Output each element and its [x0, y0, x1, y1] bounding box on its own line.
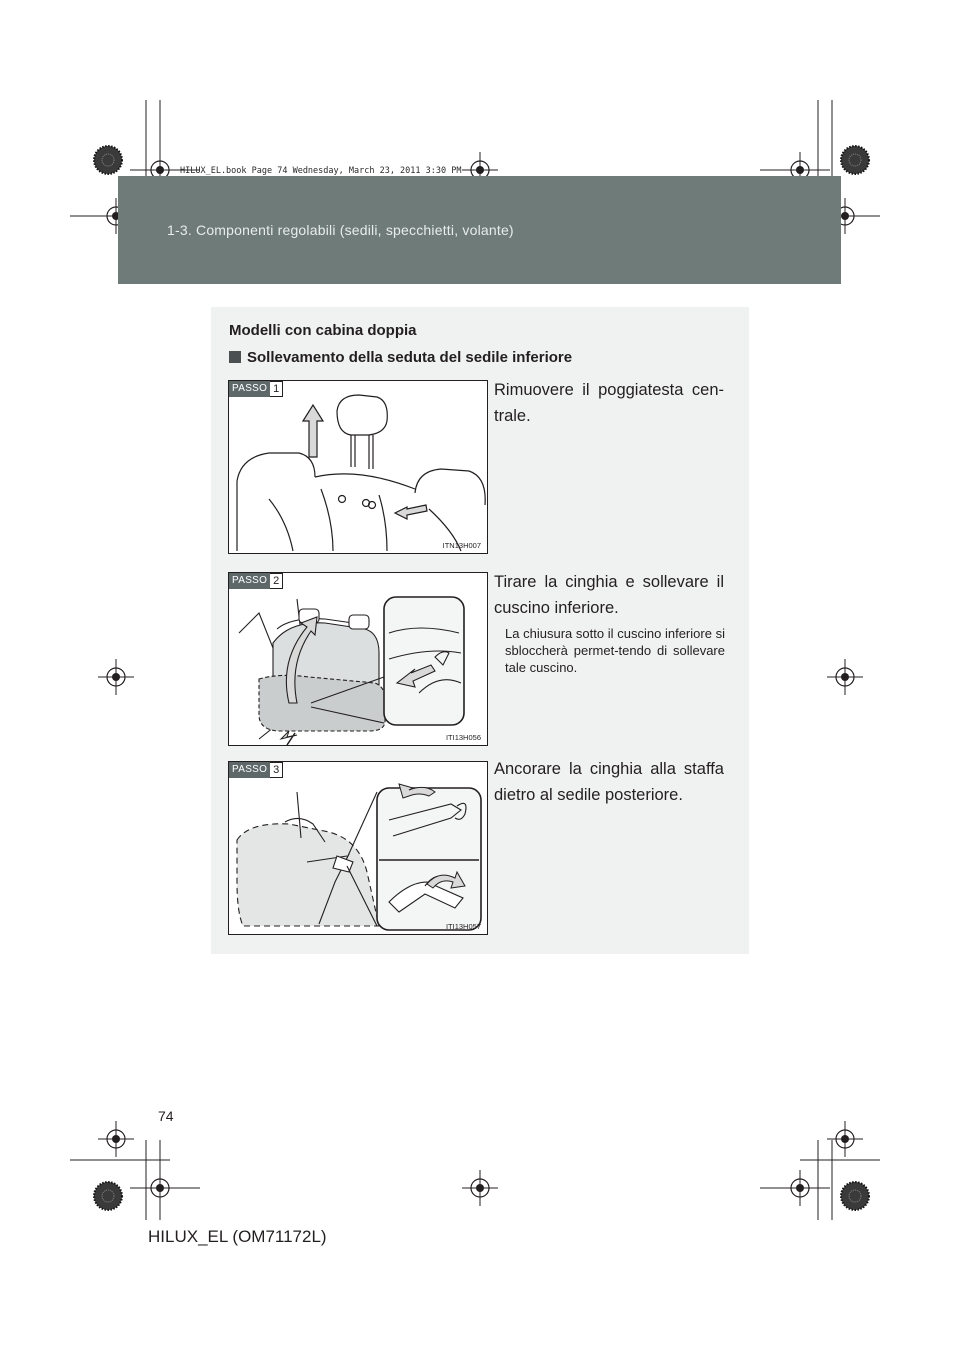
page-number: 74 [158, 1108, 174, 1124]
step-3-text: Ancorare la cinghia alla staffa dietro al sedile posteriore. [494, 760, 724, 804]
book-stamp: HILUX_EL.book Page 74 Wednesday, March 23, 2011 3:30 PM [180, 166, 462, 176]
step-label: PASSO [229, 762, 270, 778]
headrest-removal-illustration [229, 381, 487, 553]
step-number: 1 [270, 381, 283, 397]
figure-code: ITN13H007 [442, 541, 481, 550]
step-2-badge [229, 573, 283, 589]
small-pull-arrow-icon [281, 731, 297, 739]
up-arrow-icon [303, 405, 323, 457]
step-1-badge [229, 381, 283, 397]
lift-cushion-illustration [229, 573, 487, 745]
step-3-badge [229, 762, 283, 778]
step-label: PASSO [229, 381, 270, 397]
anchor-strap-illustration [229, 762, 487, 934]
step-1-figure [228, 380, 488, 554]
step-2-text: Tirare la cinghia e sollevare il cuscino inferiore. [494, 573, 724, 617]
section-header: 1-3. Componenti regolabili (sedili, specchietti, volante) [167, 222, 514, 238]
step-2-note: La chiusura sotto il cuscino inferiore si sbloccherà permet-tendo di sollevare tale cuscino. [505, 626, 725, 675]
section-title: Modelli con cabina doppia [229, 322, 417, 339]
footer-model: HILUX_EL (OM71172L) [148, 1227, 327, 1246]
step-number: 2 [270, 573, 283, 589]
step-2-figure [228, 572, 488, 746]
square-bullet-icon [229, 351, 241, 363]
step-label: PASSO [229, 573, 270, 589]
press-arrow-icon [395, 505, 427, 519]
step-3-figure [228, 761, 488, 935]
step-1-text: Rimuovere il poggiatesta cen-trale. [494, 381, 724, 425]
step-number: 3 [270, 762, 283, 778]
subsection-title [229, 349, 572, 366]
subsection-title-text: Sollevamento della seduta del sedile inferiore [247, 349, 573, 366]
figure-code: ITI13H056 [445, 733, 481, 742]
figure-code: ITI13H057 [445, 922, 481, 931]
